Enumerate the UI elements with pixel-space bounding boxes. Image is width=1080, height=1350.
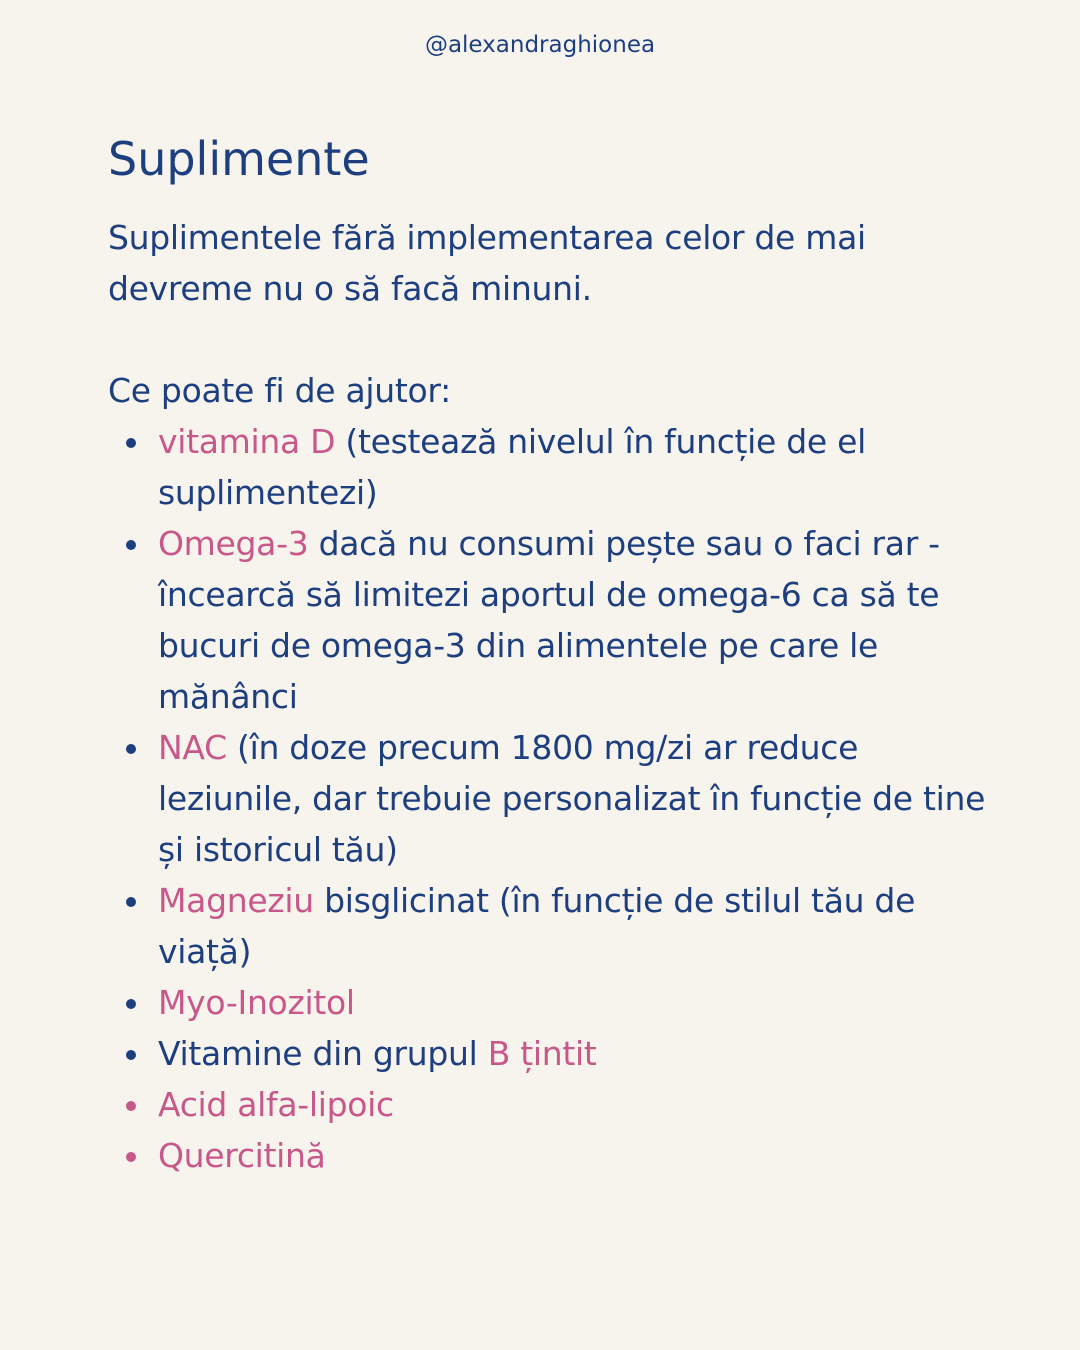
bullet-icon xyxy=(126,1152,136,1162)
item-highlight: NAC xyxy=(158,728,227,767)
list-item-quercitina xyxy=(108,1130,988,1181)
supplement-list xyxy=(108,416,988,1181)
page-title: Suplimente xyxy=(108,132,370,186)
item-highlight: Quercitină xyxy=(158,1136,326,1175)
item-highlight: Magneziu xyxy=(158,881,314,920)
bullet-icon xyxy=(126,744,136,754)
list-item-omega-3 xyxy=(108,518,988,722)
list-item-vitamine-b xyxy=(108,1028,988,1079)
list-item-myo-inozitol xyxy=(108,977,988,1028)
item-text: (testează nivelul în funcție de el suplimentezi) xyxy=(158,422,866,512)
list-item-vitamin-d xyxy=(108,416,988,518)
item-text: Vitamine din grupul xyxy=(158,1034,488,1073)
item-highlight: Myo-Inozitol xyxy=(158,983,355,1022)
list-item-acid-alfa-lipoic xyxy=(108,1079,988,1130)
item-highlight: B țintit xyxy=(487,1034,597,1073)
author-handle: @alexandraghionea xyxy=(424,32,656,58)
list-item-magneziu xyxy=(108,875,988,977)
bullet-icon xyxy=(126,1101,136,1111)
bullet-icon xyxy=(126,897,136,907)
bullet-icon xyxy=(126,1050,136,1060)
item-highlight: Acid alfa-lipoic xyxy=(158,1085,394,1124)
main-content xyxy=(108,128,988,1181)
item-text: bisglicinat (în funcție de stilul tău de viață) xyxy=(158,881,916,971)
list-item-nac xyxy=(108,722,988,875)
item-text: (în doze precum 1800 mg/zi ar reduce leziunile, dar trebuie personalizat în funcție de tine și istoricul tău) xyxy=(158,728,986,869)
item-text: dacă nu consumi pește sau o faci rar - încearcă să limitezi aportul de omega-6 ca să te bucuri de omega-3 din alimentele pe care le mănânci xyxy=(158,524,940,716)
bullet-icon xyxy=(126,540,136,550)
intro-text: Suplimentele fără implementarea celor de mai devreme nu o să facă minuni. xyxy=(108,218,866,308)
bullet-icon xyxy=(126,999,136,1009)
item-highlight: Omega-3 xyxy=(158,524,309,563)
help-label: Ce poate fi de ajutor: xyxy=(108,371,451,410)
item-highlight: vitamina D xyxy=(158,422,336,461)
bullet-icon xyxy=(126,438,136,448)
